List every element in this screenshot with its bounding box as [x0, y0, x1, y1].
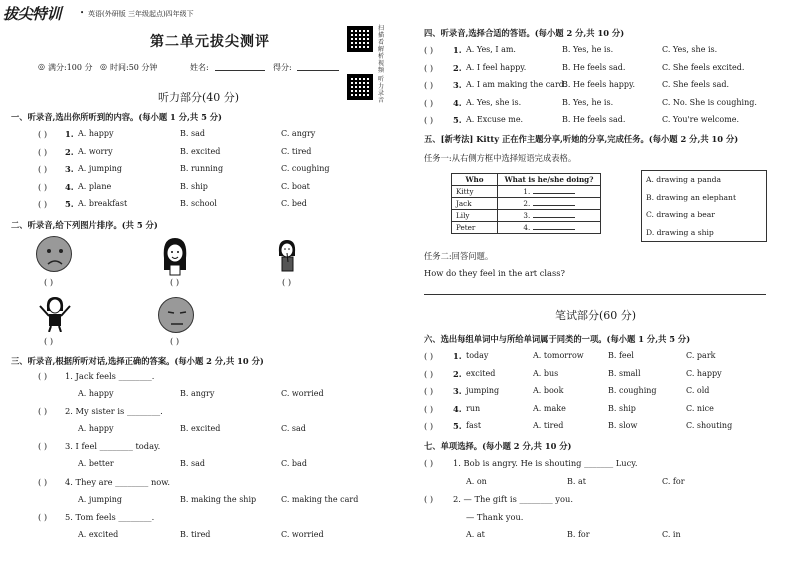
option-b[interactable]: B. sad	[180, 129, 205, 138]
option-b[interactable]: B. He feels sad.	[562, 62, 626, 72]
option-c[interactable]: C. sad	[281, 424, 306, 434]
option-c[interactable]: C. making the card	[281, 494, 359, 504]
table-header-doing: What is he/she doing?	[498, 174, 601, 186]
option-a[interactable]: A. plane	[78, 181, 112, 191]
option-a[interactable]: A. tired	[533, 421, 564, 430]
answer-paren[interactable]: ( )	[38, 146, 48, 157]
question-number: 4.	[453, 403, 462, 414]
answer-paren[interactable]: ( )	[424, 386, 434, 396]
question-text: 1. Bob is angry. He is shouting _______ Lucy.	[453, 458, 638, 468]
question-number: 1.	[65, 129, 74, 139]
answer-number: 4.	[523, 223, 531, 232]
book-subtitle: 英语(外研版 三年级起点)四年级下	[88, 10, 194, 18]
qr-code-icon	[347, 74, 373, 100]
bullet-dot: •	[80, 9, 85, 17]
option-a[interactable]: A. on	[466, 477, 487, 486]
table-cell-who: Kitty	[452, 186, 498, 198]
question-number: 2.	[453, 368, 462, 379]
option-b[interactable]: B. at	[567, 477, 586, 486]
section-5-heading: 五、[新考法] Kitty 正在作主题分享,听她的分享,完成任务。(每小题 2 分,共 10 分)	[424, 134, 739, 144]
option-c[interactable]: C. boat	[281, 181, 310, 191]
question-text: 1. Jack feels ________.	[65, 371, 155, 381]
order-paren[interactable]: ( )	[44, 277, 54, 287]
section-1-heading: 一、听录音,选出你所听到的内容。(每小题 1 分,共 5 分)	[11, 112, 222, 122]
option-b[interactable]: B. Yes, he is.	[562, 97, 614, 107]
answer-paren[interactable]: ( )	[424, 494, 434, 504]
sad-face-icon	[37, 237, 73, 273]
clock-icon: ◎	[100, 62, 107, 71]
clock-icon: ◎	[38, 62, 45, 71]
question-number: 5.	[453, 115, 462, 125]
option-c[interactable]: C. in	[662, 530, 681, 539]
question-number: 5.	[453, 421, 462, 431]
option-b[interactable]: B. He feels happy.	[562, 80, 636, 89]
listening-heading: 听力部分(40 分)	[158, 91, 240, 104]
option-c[interactable]: C. bad	[281, 459, 307, 469]
option-b[interactable]: B. making the ship	[180, 494, 257, 504]
answer-paren[interactable]: ( )	[38, 476, 48, 487]
option-c[interactable]: C. tired	[281, 146, 312, 156]
score-label: 得分:	[273, 63, 292, 72]
section-6-heading: 六、选出每组单词中与所给单词属于同类的一项。(每小题 1 分,共 5 分)	[424, 334, 691, 344]
answer-paren[interactable]: ( )	[424, 403, 434, 414]
answer-blank[interactable]	[533, 205, 575, 206]
answer-paren[interactable]: ( )	[38, 199, 48, 209]
option-c[interactable]: C. park	[686, 351, 716, 360]
question-number: 3.	[453, 80, 462, 90]
option-a[interactable]: A. jumping	[78, 164, 123, 173]
time-limit: 时间:50 分钟	[110, 63, 158, 72]
option-b[interactable]: B. ship	[180, 181, 208, 191]
name-blank[interactable]	[215, 70, 265, 71]
option-c[interactable]: C. No. She is coughing.	[662, 97, 757, 107]
tired-face-picture	[158, 297, 194, 333]
score-blank[interactable]	[297, 70, 339, 71]
table-cell-answer[interactable]	[498, 210, 601, 222]
option-b[interactable]: B. excited	[180, 424, 221, 434]
phrase-box	[641, 170, 767, 242]
option-a[interactable]: A. breakfast	[78, 199, 128, 208]
answer-paren[interactable]: ( )	[38, 511, 48, 522]
answer-paren[interactable]: ( )	[424, 368, 434, 379]
option-c[interactable]: C. bed	[281, 199, 307, 208]
answer-paren[interactable]: ( )	[424, 351, 434, 361]
option-c[interactable]: C. She feels sad.	[662, 80, 730, 89]
qr-code-icon	[347, 26, 373, 52]
phrase-option: C. drawing a bear	[646, 210, 715, 219]
option-b[interactable]: B. coughing	[608, 386, 657, 395]
order-paren[interactable]: ( )	[170, 336, 180, 346]
option-c[interactable]: C. old	[686, 386, 710, 395]
option-c[interactable]: C. coughing	[281, 164, 330, 173]
option-a[interactable]: A. at	[466, 530, 485, 539]
option-a[interactable]: A. happy	[78, 424, 114, 434]
full-score: 满分:100 分	[48, 63, 93, 72]
answer-number: 2.	[523, 199, 531, 208]
option-c[interactable]: C. shouting	[686, 421, 733, 430]
answer-paren[interactable]: ( )	[38, 406, 48, 417]
option-c[interactable]: C. She feels excited.	[662, 62, 745, 72]
option-b[interactable]: B. excited	[180, 146, 221, 156]
brand-logo: 拔尖特训	[3, 5, 62, 23]
table-row	[452, 186, 601, 198]
table-row	[452, 198, 601, 210]
answer-paren[interactable]: ( )	[424, 115, 434, 125]
option-a[interactable]: A. Excuse me.	[466, 115, 524, 124]
option-b[interactable]: B. for	[567, 530, 590, 539]
option-a[interactable]: A. I am making the card.	[466, 80, 567, 89]
given-word: excited	[466, 368, 496, 378]
option-a[interactable]: A. Yes, I am.	[466, 45, 516, 54]
answer-paren[interactable]: ( )	[424, 62, 434, 73]
girl-icon	[160, 236, 190, 276]
option-b[interactable]: B. school	[180, 199, 217, 208]
option-c[interactable]: C. You're welcome.	[662, 115, 740, 124]
option-a[interactable]: A. make	[533, 403, 566, 413]
table-header-who: Who	[452, 174, 498, 186]
girl-cheering-icon	[38, 296, 72, 332]
table-row	[452, 210, 601, 222]
option-a[interactable]: A. Yes, she is.	[466, 97, 522, 107]
table-cell-answer[interactable]	[498, 198, 601, 210]
section-7-heading: 七、单项选择。(每小题 2 分,共 10 分)	[424, 441, 572, 451]
answer-paren[interactable]: ( )	[38, 441, 48, 452]
option-c[interactable]: C. for	[662, 477, 685, 486]
question-number: 3.	[65, 164, 74, 174]
question-text: 5. Tom feels ________.	[65, 511, 155, 522]
reply-text: — Thank you.	[466, 512, 524, 522]
table-cell-answer[interactable]	[498, 222, 601, 234]
order-paren[interactable]: ( )	[282, 277, 292, 287]
given-word: fast	[466, 421, 482, 430]
option-a[interactable]: A. I feel happy.	[466, 62, 527, 72]
question-text: 4. They are ________ now.	[65, 476, 171, 487]
table-cell-who: Peter	[452, 222, 498, 234]
option-a[interactable]: A. bus	[533, 368, 559, 378]
option-c[interactable]: C. worried	[281, 389, 324, 398]
writing-heading: 笔试部分(60 分)	[555, 309, 637, 322]
question-number: 2.	[65, 146, 74, 157]
section-2-heading: 二、听录音,给下列图片排序。(共 5 分)	[11, 220, 158, 230]
phrase-option: D. drawing a ship	[646, 227, 714, 237]
given-word: jumping	[466, 386, 500, 395]
question-number: 4.	[453, 97, 462, 108]
section-divider	[424, 294, 766, 295]
option-b[interactable]: B. ship	[608, 403, 636, 413]
qr-label: 听力录音	[378, 76, 385, 104]
table-cell-who: Jack	[452, 198, 498, 210]
section-3-heading: 三、听录音,根据所听对话,选择正确的答案。(每小题 2 分,共 10 分)	[11, 356, 264, 366]
task-2-instruction: 任务二:回答问题。	[424, 251, 494, 261]
given-word: run	[466, 403, 481, 413]
name-label: 姓名:	[190, 63, 209, 72]
option-c[interactable]: C. happy	[686, 368, 722, 378]
task-2-question: How do they feel in the art class?	[424, 268, 565, 278]
phrase-option: A. drawing a panda	[646, 175, 722, 184]
question-number: 1.	[453, 45, 462, 55]
option-b[interactable]: B. angry	[180, 389, 215, 398]
exam-title: 第二单元拔尖测评	[150, 34, 270, 50]
table-cell-answer[interactable]	[498, 186, 601, 198]
answer-paren[interactable]: ( )	[424, 97, 434, 108]
option-a[interactable]: A. happy	[78, 129, 114, 138]
option-c[interactable]: C. angry	[281, 129, 316, 138]
option-b[interactable]: B. running	[180, 164, 224, 173]
excited-girl-picture	[38, 296, 72, 334]
order-paren[interactable]: ( )	[44, 336, 54, 346]
answer-paren[interactable]: ( )	[424, 458, 434, 468]
option-b[interactable]: B. tired	[180, 529, 211, 539]
answer-paren[interactable]: ( )	[424, 421, 434, 431]
answer-number: 1.	[523, 187, 531, 196]
option-c[interactable]: C. worried	[281, 529, 324, 539]
question-number: 4.	[65, 181, 74, 192]
option-b[interactable]: B. Yes, he is.	[562, 45, 614, 54]
question-number: 1.	[453, 351, 462, 361]
given-word: today	[466, 351, 489, 360]
phrase-option: B. drawing an elephant	[646, 192, 736, 202]
question-text: 3. I feel ________ today.	[65, 441, 161, 452]
coughing-girl-picture	[274, 238, 300, 278]
qr-label: 扫描看解析视频	[378, 25, 385, 74]
option-a[interactable]: A. better	[78, 459, 114, 469]
task-1-instruction: 任务一:从右侧方框中选择短语完成表格。	[424, 153, 577, 163]
table-cell-who: Lily	[452, 210, 498, 222]
table-row	[452, 222, 601, 234]
answer-number: 3.	[523, 211, 531, 220]
question-text: 2. My sister is ________.	[65, 406, 163, 417]
sad-face-picture	[36, 236, 72, 272]
option-b[interactable]: B. He feels sad.	[562, 115, 626, 124]
option-a[interactable]: A. excited	[78, 529, 119, 539]
option-b[interactable]: B. small	[608, 368, 641, 378]
option-a[interactable]: A. worry	[78, 146, 113, 156]
option-a[interactable]: A. jumping	[78, 494, 123, 504]
option-a[interactable]: A. tomorrow	[533, 351, 584, 360]
question-number: 2.	[453, 62, 462, 73]
answer-blank[interactable]	[533, 229, 575, 230]
happy-girl-picture	[160, 236, 190, 278]
answer-paren[interactable]: ( )	[424, 45, 434, 55]
option-b[interactable]: B. sad	[180, 459, 205, 469]
answer-paren[interactable]: ( )	[424, 80, 434, 90]
section-4-heading: 四、听录音,选择合适的答语。(每小题 2 分,共 10 分)	[424, 28, 625, 38]
option-a[interactable]: A. happy	[78, 389, 114, 398]
answer-paren[interactable]: ( )	[38, 181, 48, 192]
answer-blank[interactable]	[533, 217, 575, 218]
question-number: 5.	[65, 199, 74, 209]
order-paren[interactable]: ( )	[170, 277, 180, 287]
girl-coughing-icon	[274, 238, 300, 276]
answer-paren[interactable]: ( )	[38, 371, 48, 381]
answer-blank[interactable]	[533, 193, 575, 194]
answer-paren[interactable]: ( )	[38, 129, 48, 139]
option-b[interactable]: B. slow	[608, 421, 638, 430]
question-text: 2. — The gift is ________ you.	[453, 494, 573, 504]
option-c[interactable]: C. nice	[686, 403, 714, 413]
tired-face-icon	[159, 298, 195, 334]
option-a[interactable]: A. book	[533, 386, 564, 395]
answer-paren[interactable]: ( )	[38, 164, 48, 174]
option-c[interactable]: C. Yes, she is.	[662, 45, 718, 54]
task-table	[451, 173, 601, 234]
question-number: 3.	[453, 386, 462, 396]
option-b[interactable]: B. feel	[608, 351, 634, 360]
